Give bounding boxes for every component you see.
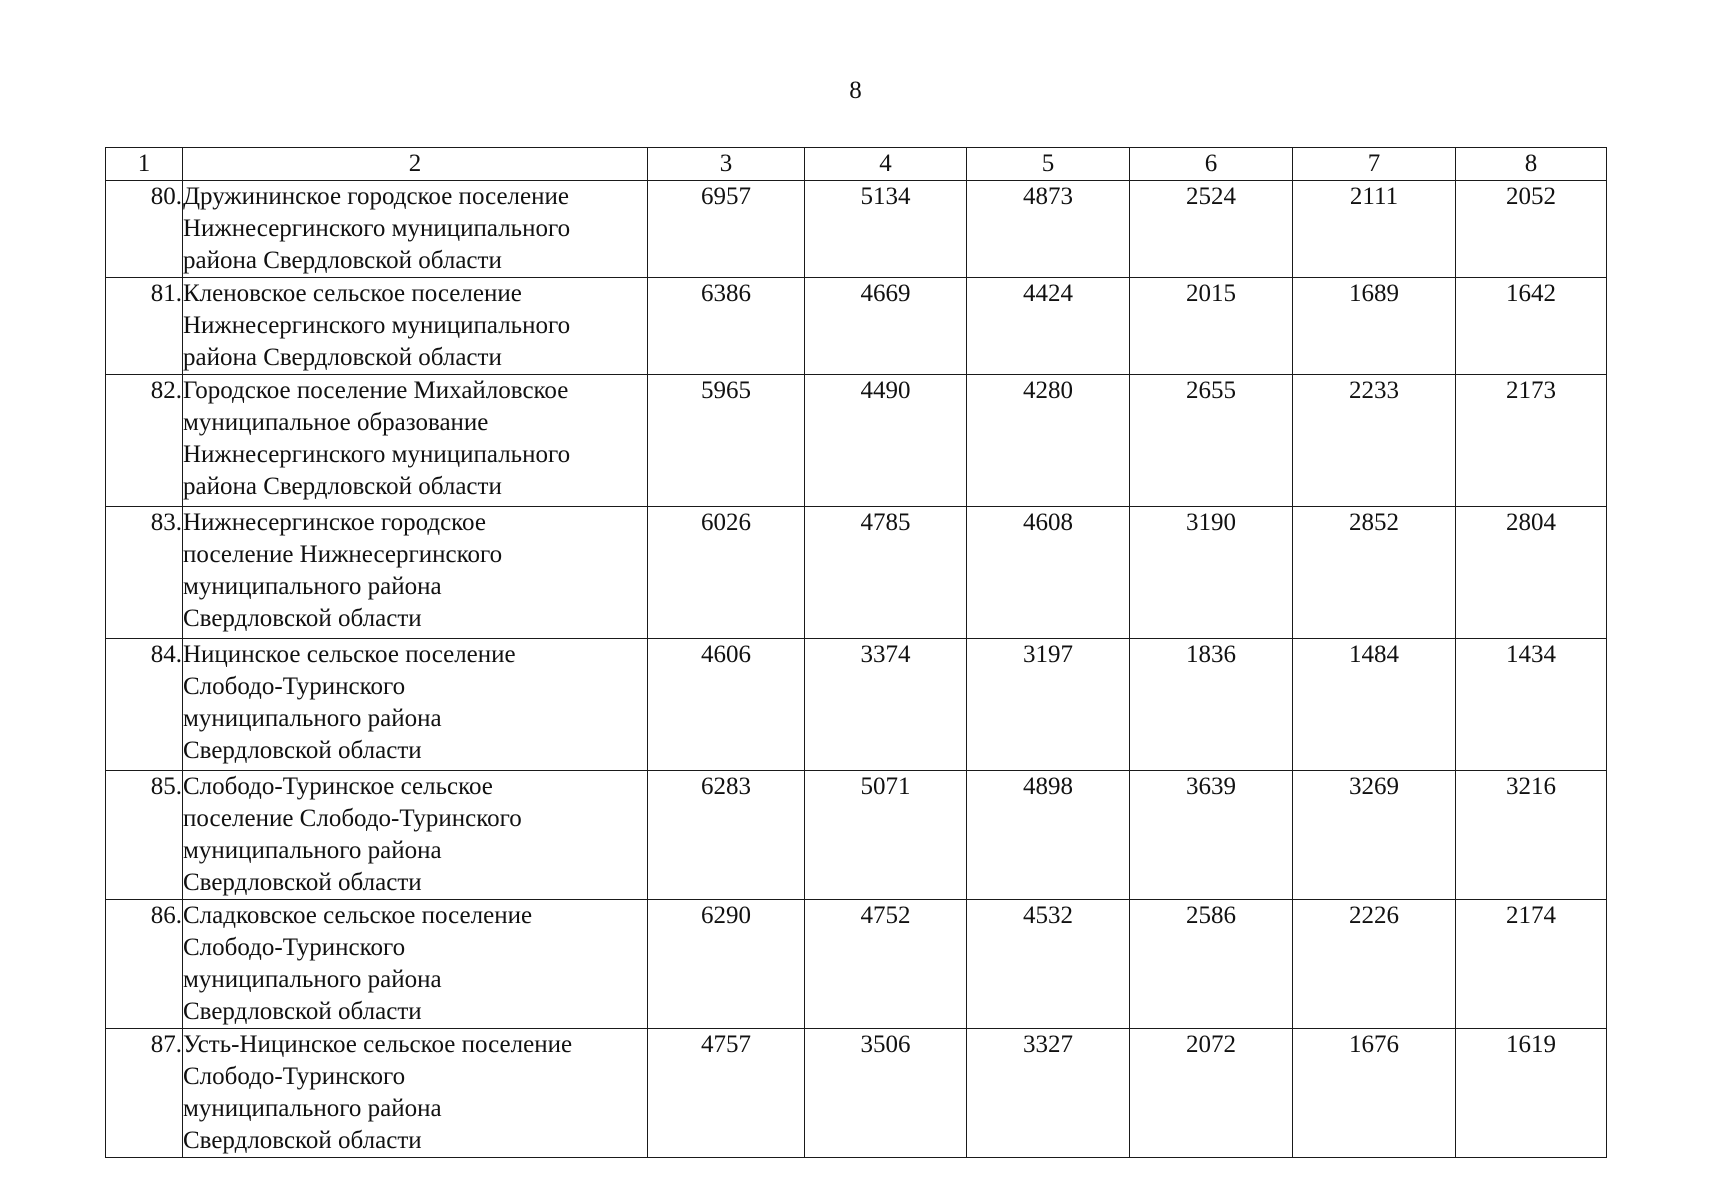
row-number: 84. bbox=[106, 639, 183, 771]
row-number: 86. bbox=[106, 900, 183, 1029]
table-row bbox=[106, 1029, 1607, 1158]
settlement-name-line: Слободо-Туринского bbox=[183, 934, 406, 961]
value-cell: 1676 bbox=[1293, 1029, 1456, 1158]
settlement-name bbox=[183, 900, 648, 1029]
settlement-name-line: Свердловской области bbox=[183, 998, 422, 1025]
page-number: 8 bbox=[849, 77, 862, 104]
value-cell: 3190 bbox=[1130, 507, 1293, 639]
value-cell: 3197 bbox=[967, 639, 1130, 771]
value-cell: 2072 bbox=[1130, 1029, 1293, 1158]
value-cell: 2852 bbox=[1293, 507, 1456, 639]
settlement-name-line: поселение Нижнесергинского bbox=[183, 541, 503, 568]
settlement-name-line: района Свердловской области bbox=[183, 473, 502, 500]
value-cell: 6957 bbox=[648, 181, 805, 278]
settlement-name-line: Нижнесергинского муниципального bbox=[183, 215, 571, 242]
settlement-name bbox=[183, 771, 648, 900]
settlement-name bbox=[183, 507, 648, 639]
value-cell: 6026 bbox=[648, 507, 805, 639]
column-header: 7 bbox=[1293, 148, 1456, 181]
value-cell: 2524 bbox=[1130, 181, 1293, 278]
table-row bbox=[106, 639, 1607, 771]
value-cell: 4669 bbox=[805, 278, 967, 375]
value-cell: 4785 bbox=[805, 507, 967, 639]
table-row bbox=[106, 278, 1607, 375]
column-header: 2 bbox=[183, 148, 648, 181]
value-cell: 1484 bbox=[1293, 639, 1456, 771]
settlement-name-line: Свердловской области bbox=[183, 1127, 422, 1154]
header-row bbox=[106, 148, 1607, 181]
value-cell: 1836 bbox=[1130, 639, 1293, 771]
value-cell: 4757 bbox=[648, 1029, 805, 1158]
value-cell: 2173 bbox=[1456, 375, 1607, 507]
row-number: 81. bbox=[106, 278, 183, 375]
value-cell: 5134 bbox=[805, 181, 967, 278]
settlement-name-line: муниципального района bbox=[183, 837, 442, 864]
settlement-name-line: Свердловской области bbox=[183, 869, 422, 896]
row-number: 87. bbox=[106, 1029, 183, 1158]
value-cell: 2015 bbox=[1130, 278, 1293, 375]
value-cell: 6290 bbox=[648, 900, 805, 1029]
value-cell: 1689 bbox=[1293, 278, 1456, 375]
value-cell: 3639 bbox=[1130, 771, 1293, 900]
column-header: 4 bbox=[805, 148, 967, 181]
value-cell: 4608 bbox=[967, 507, 1130, 639]
settlement-name-line: Нижнесергинского муниципального bbox=[183, 312, 571, 339]
table-row bbox=[106, 900, 1607, 1029]
row-number: 80. bbox=[106, 181, 183, 278]
settlement-name-line: муниципального района bbox=[183, 705, 442, 732]
value-cell: 1434 bbox=[1456, 639, 1607, 771]
settlement-name-line: Дружининское городское поселение bbox=[183, 183, 569, 210]
value-cell: 3506 bbox=[805, 1029, 967, 1158]
settlement-name-line: Нижнесергинское городское bbox=[183, 509, 486, 536]
settlement-name-line: района Свердловской области bbox=[183, 247, 502, 274]
value-cell: 1619 bbox=[1456, 1029, 1607, 1158]
settlement-name-line: района Свердловской области bbox=[183, 344, 502, 371]
settlement-name-line: Свердловской области bbox=[183, 605, 422, 632]
settlement-name-line: Ницинское сельское поселение bbox=[183, 641, 516, 668]
table-body bbox=[106, 181, 1607, 1158]
value-cell: 1642 bbox=[1456, 278, 1607, 375]
column-header: 6 bbox=[1130, 148, 1293, 181]
table-row bbox=[106, 771, 1607, 900]
table-row bbox=[106, 181, 1607, 278]
settlement-name-line: Сладковское сельское поселение bbox=[183, 902, 533, 929]
value-cell: 4898 bbox=[967, 771, 1130, 900]
settlement-name-line: Кленовское сельское поселение bbox=[183, 280, 522, 307]
settlement-name-line: Свердловской области bbox=[183, 737, 422, 764]
value-cell: 2226 bbox=[1293, 900, 1456, 1029]
value-cell: 2174 bbox=[1456, 900, 1607, 1029]
settlement-name-line: Нижнесергинского муниципального bbox=[183, 441, 571, 468]
value-cell: 2052 bbox=[1456, 181, 1607, 278]
settlement-name bbox=[183, 639, 648, 771]
settlement-name-line: Слободо-Туринского bbox=[183, 1063, 406, 1090]
value-cell: 2233 bbox=[1293, 375, 1456, 507]
settlement-name-line: Слободо-Туринского bbox=[183, 673, 406, 700]
value-cell: 2804 bbox=[1456, 507, 1607, 639]
value-cell: 4490 bbox=[805, 375, 967, 507]
value-cell: 3374 bbox=[805, 639, 967, 771]
table-row bbox=[106, 507, 1607, 639]
value-cell: 4606 bbox=[648, 639, 805, 771]
value-cell: 2111 bbox=[1293, 181, 1456, 278]
settlement-name bbox=[183, 181, 648, 278]
data-table bbox=[105, 147, 1607, 1158]
settlement-name-line: Городское поселение Михайловское bbox=[183, 377, 569, 404]
settlement-name-line: муниципального района bbox=[183, 573, 442, 600]
value-cell: 3327 bbox=[967, 1029, 1130, 1158]
settlement-name-line: муниципального района bbox=[183, 966, 442, 993]
row-number: 82. bbox=[106, 375, 183, 507]
value-cell: 3216 bbox=[1456, 771, 1607, 900]
row-number: 85. bbox=[106, 771, 183, 900]
settlement-name bbox=[183, 375, 648, 507]
value-cell: 5071 bbox=[805, 771, 967, 900]
row-number: 83. bbox=[106, 507, 183, 639]
value-cell: 4424 bbox=[967, 278, 1130, 375]
value-cell: 4873 bbox=[967, 181, 1130, 278]
column-header: 5 bbox=[967, 148, 1130, 181]
settlement-name bbox=[183, 1029, 648, 1158]
settlement-name-line: муниципальное образование bbox=[183, 409, 489, 436]
value-cell: 6386 bbox=[648, 278, 805, 375]
value-cell: 4280 bbox=[967, 375, 1130, 507]
column-header: 3 bbox=[648, 148, 805, 181]
value-cell: 2586 bbox=[1130, 900, 1293, 1029]
settlement-name-line: муниципального района bbox=[183, 1095, 442, 1122]
column-header: 1 bbox=[106, 148, 183, 181]
value-cell: 6283 bbox=[648, 771, 805, 900]
settlement-name-line: Усть-Ницинское сельское поселение bbox=[183, 1031, 573, 1058]
value-cell: 3269 bbox=[1293, 771, 1456, 900]
settlement-name-line: поселение Слободо-Туринского bbox=[183, 805, 522, 832]
value-cell: 2655 bbox=[1130, 375, 1293, 507]
settlement-name-line: Слободо-Туринское сельское bbox=[183, 773, 493, 800]
value-cell: 5965 bbox=[648, 375, 805, 507]
value-cell: 4532 bbox=[967, 900, 1130, 1029]
settlement-name bbox=[183, 278, 648, 375]
column-header: 8 bbox=[1456, 148, 1607, 181]
table-row bbox=[106, 375, 1607, 507]
value-cell: 4752 bbox=[805, 900, 967, 1029]
